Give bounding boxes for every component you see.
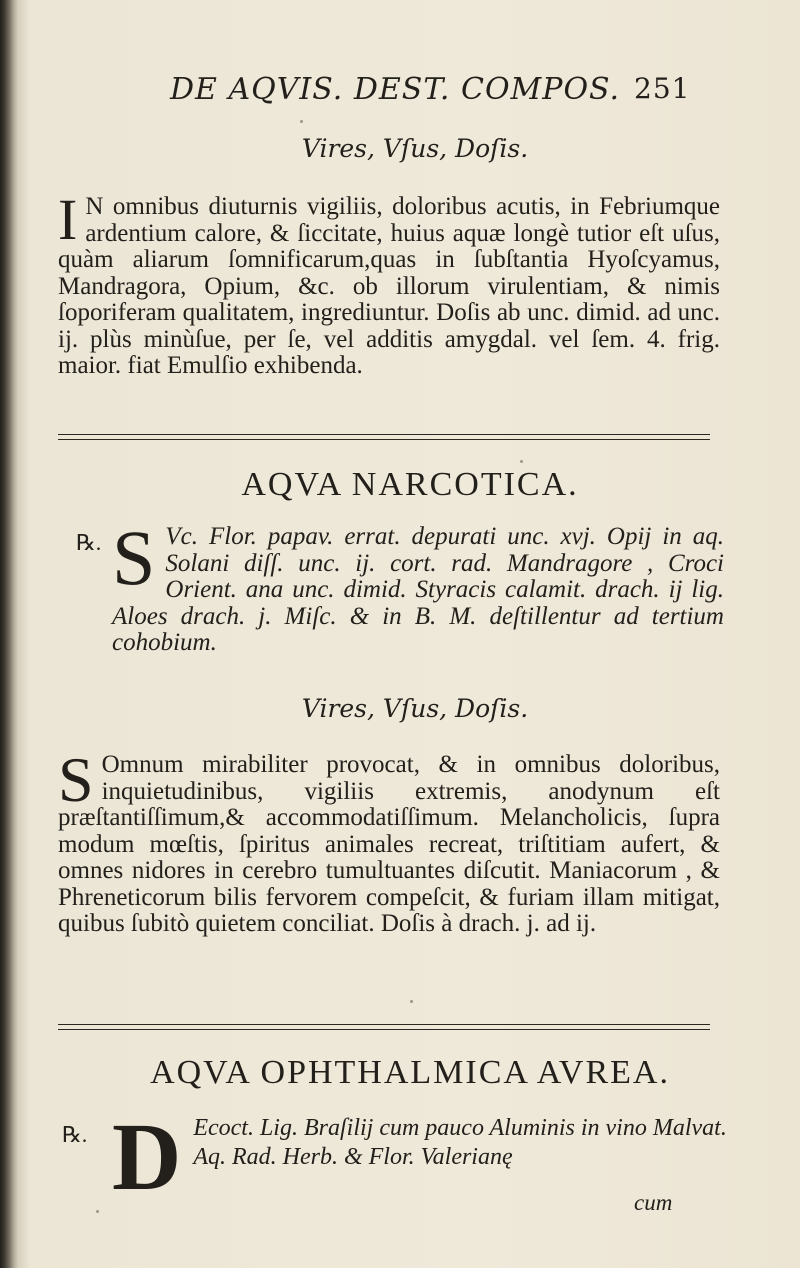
running-header [160, 72, 720, 112]
running-title: DE AQVIS. DEST. COMPOS. [170, 72, 621, 107]
paragraph-text: N omnibus diuturnis vigiliis, doloribus acutis, in Febriumque ardentium calore, & ſiccitate, huius aquæ longè tutior eſt uſus, quàm aliarum ſomnificarum,quas in ſubſtantia Hyoſcyamus, Mandragora, Opium, &c. ob illorum virulentiam, & nimis ſoporiferam qualitatem, ingrediuntur. Doſis ab unc. dimid. ad unc. ij. plùs minùſue, per ſe, vel additis amygdal. vel ſem. 4. frig. maior. fiat Emulſio exhibenda. [58, 193, 720, 379]
recipe-paragraph [112, 1103, 732, 1210]
recipe-text: Vc. Flor. papav. errat. depurati unc. xvj. Opij in aq. Solani diſſ. unc. ij. cort. rad. Mandragore , Croci Orient. ana unc. dimid. Styracis calamit. drach. ij lig. Aloes drach. j. Miſc. & in B. M. deſtillentur ad tertium cohobium. [112, 523, 724, 656]
paragraph-uses [58, 187, 720, 380]
foxing-speck [96, 1210, 99, 1213]
recipe-title: AQVA NARCOTICA. [241, 466, 579, 503]
foxing-speck [520, 460, 523, 463]
paragraph-text: Omnum mirabiliter provocat, & in omnibus doloribus, inquietudinibus, vigiliis extremis, anodynum eſt præſtantiſſimum,& accommodatiſſimum. Melancholicis, ſupra modum mœſtis, ſpiritus animales recreat, triſtitiam aufert, & omnes nidores in cerebro tumultuantes diſcutit. Maniacorum , & Phreneticorum bilis fervorem compeſcit, & furiam illam mitigat, quibus ſubitò quietem conciliat. Doſis à drach. j. ad ij. [58, 751, 720, 937]
recipe-text: Ecoct. Lig. Braſilij cum pauco Aluminis in vino Malvat. Aq. Rad. Herb. & Flor. Valerianę [193, 1115, 727, 1170]
page-number: 251 [634, 72, 691, 105]
drop-cap: D [112, 1103, 182, 1210]
drop-cap: I [58, 187, 78, 252]
divider-rule [58, 1024, 710, 1030]
recipe-mark: ℞. [76, 530, 102, 555]
foxing-speck [410, 1000, 413, 1003]
drop-cap: S [58, 744, 94, 815]
paragraph-virtues [58, 744, 720, 938]
section-subheading: Vires, Vſus, Doſis. [301, 694, 529, 723]
recipe-paragraph [112, 514, 724, 657]
catchword: cum [634, 1190, 673, 1215]
divider-rule [58, 434, 710, 440]
recipe-mark: ℞. [62, 1122, 88, 1147]
drop-cap: S [112, 514, 156, 601]
recipe-title: AQVA OPHTHALMICA AVREA. [150, 1054, 670, 1091]
section-subheading: Vires, Vſus, Doſis. [301, 134, 529, 163]
foxing-speck [300, 120, 303, 123]
